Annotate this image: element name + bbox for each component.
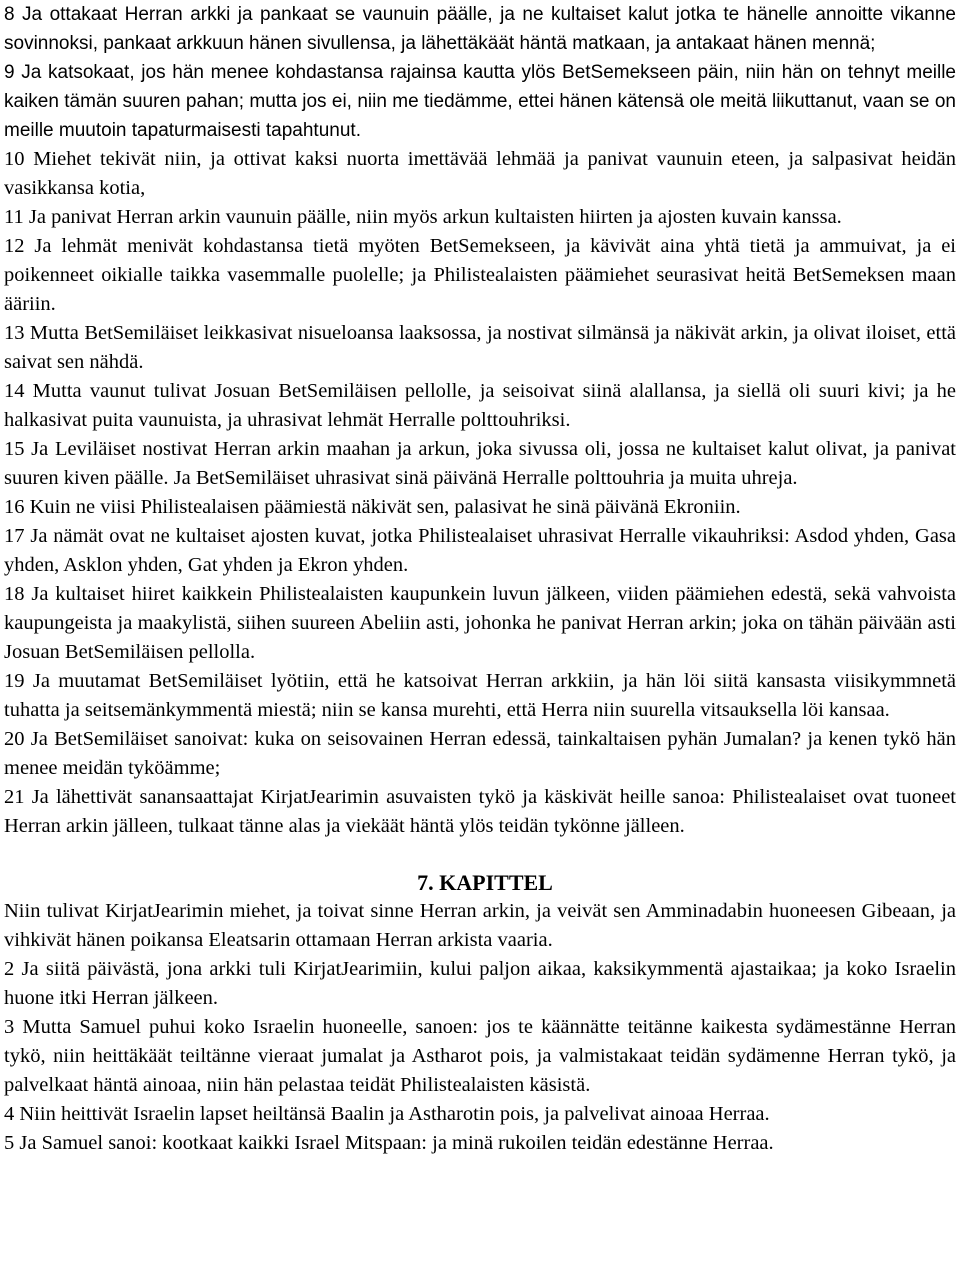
verse-9: 9 Ja katsokaat, jos hän menee kohdastansa rajainsa kautta ylös BetSemekseen päin, niin hän on tehnyt meille kaiken tämän suuren pahan; mutta jos ei, niin me tiedämme, ettei hänen kätensä ole meitä liikuttanut, vaan se on meille muutoin tapaturmaisesti tapahtunut. xyxy=(4,62,956,141)
chapter-7-verse-5: 5 Ja Samuel sanoi: kootkaat kaikki Israel Mitspaan: ja minä rukoilen teidän edestänne Herraa. xyxy=(4,1132,774,1154)
verse-17: 17 Ja nämät ovat ne kultaiset ajosten kuvat, jotka Philistealaiset uhrasivat Herralle vikauhriksi: Asdod yhden, Gasa yhden, Asklon yhden, Gat yhden ja Ekron yhden. xyxy=(4,525,956,576)
document-page xyxy=(4,0,956,1158)
verse-16: 16 Kuin ne viisi Philistealaisen päämiestä näkivät sen, palasivat he sinä päivänä Ekroniin. xyxy=(4,496,741,518)
chapter-heading: 7. KAPITTEL xyxy=(417,870,553,895)
verse-20: 20 Ja BetSemiläiset sanoivat: kuka on seisovainen Herran edessä, tainkaltaisen pyhän Jumalan? ja kenen tykö hän menee meidän tyköämme; xyxy=(4,728,956,779)
verse-14: 14 Mutta vaunut tulivat Josuan BetSemiläisen pellolle, ja seisoivat siinä alallansa, ja siellä oli suuri kivi; ja he halkasivat puita vaunuista, ja uhrasivat lehmät Herralle polttouhriksi. xyxy=(4,380,956,431)
verse-12: 12 Ja lehmät menivät kohdastansa tietä myöten BetSemekseen, ja kävivät aina yhtä tietä ja ammuivat, ja ei poikenneet oikialle taikka vasemmalle puolelle; ja Philistealaisten päämiehet seurasivat heitä BetSemeksen maan ääriin. xyxy=(4,235,956,315)
chapter-7-verse-2: 2 Ja siitä päivästä, jona arkki tuli KirjatJearimiin, kului paljon aikaa, kaksikymmentä ajastaikaa; ja koko Israelin huone itki Herran jälkeen. xyxy=(4,958,956,1009)
verse-21: 21 Ja lähettivät sanansaattajat KirjatJearimin asuvaisten tykö ja käskivät heille sanoa: Philistealaiset ovat tuoneet Herran arkin jälleen, tulkaat tänne alas ja viekäät häntä ylös teidän tykönne jälleen. xyxy=(4,786,956,837)
verse-11: 11 Ja panivat Herran arkin vaunuin päälle, niin myös arkun kultaisten hiirten ja ajosten kuvain kanssa. xyxy=(4,206,842,228)
verse-19: 19 Ja muutamat BetSemiläiset lyötiin, että he katsoivat Herran arkkiin, ja hän löi siitä kansasta viisikymmnetä tuhatta ja seitsemänkymmentä miestä; niin se kansa murehti, että Herra niin suurella vitsauksella löi kansaa. xyxy=(4,670,956,721)
chapter-7-verse-3: 3 Mutta Samuel puhui koko Israelin huoneelle, sanoen: jos te käännätte teitänne kaikesta sydämestänne Herran tykö, niin heittäkäät teiltänne vieraat jumalat ja Astharot pois, ja valmistakaat teidän sydämenne Herran tykö, ja palvelkaat häntä ainoaa, niin hän pelastaa teidät Philistealaisten käsistä. xyxy=(4,1016,956,1096)
verse-13: 13 Mutta BetSemiläiset leikkasivat nisueloansa laaksossa, ja nostivat silmänsä ja näkivät arkin, ja olivat iloiset, että saivat sen nähdä. xyxy=(4,322,956,373)
verse-18: 18 Ja kultaiset hiiret kaikkein Philistealaisten kaupunkein luvun jälkeen, viiden päämiehen edestä, sekä vahvoista kaupungeista ja maakylistä, siihen suureen Abeliin asti, johonka he panivat Herran arkin; joka on tähän päivään asti Josuan BetSemiläisen pellolla. xyxy=(4,583,956,663)
verse-15: 15 Ja Leviläiset nostivat Herran arkin maahan ja arkun, joka sivussa oli, jossa ne kultaiset kalut olivat, ja panivat suuren kiven päälle. Ja BetSemiläiset uhrasivat sinä päivänä Herralle polttouhria ja muita uhreja. xyxy=(4,438,956,489)
verse-10: 10 Miehet tekivät niin, ja ottivat kaksi nuorta imettävää lehmää ja panivat vaunuin eteen, ja salpasivat heidän vasikkansa kotia, xyxy=(4,148,956,199)
chapter-7-verse-4: 4 Niin heittivät Israelin lapset heiltänsä Baalin ja Astharotin pois, ja palvelivat ainoaa Herraa. xyxy=(4,1103,770,1125)
chapter-7-verse-1: Niin tulivat KirjatJearimin miehet, ja toivat sinne Herran arkin, ja veivät sen Amminadabin huoneesen Gibeaan, ja vihkivät hänen poikansa Eleatsarin ottamaan Herran arkista vaaria. xyxy=(4,900,956,951)
verse-8: 8 Ja ottakaat Herran arkki ja pankaat se vaunuin päälle, ja ne kultaiset kalut jotka te hänelle annoitte vikanne sovinnoksi, pankaat arkkuun hänen sivullensa, ja lähettäkäät häntä matkaan, ja antakaat hänen mennä; xyxy=(4,4,956,54)
